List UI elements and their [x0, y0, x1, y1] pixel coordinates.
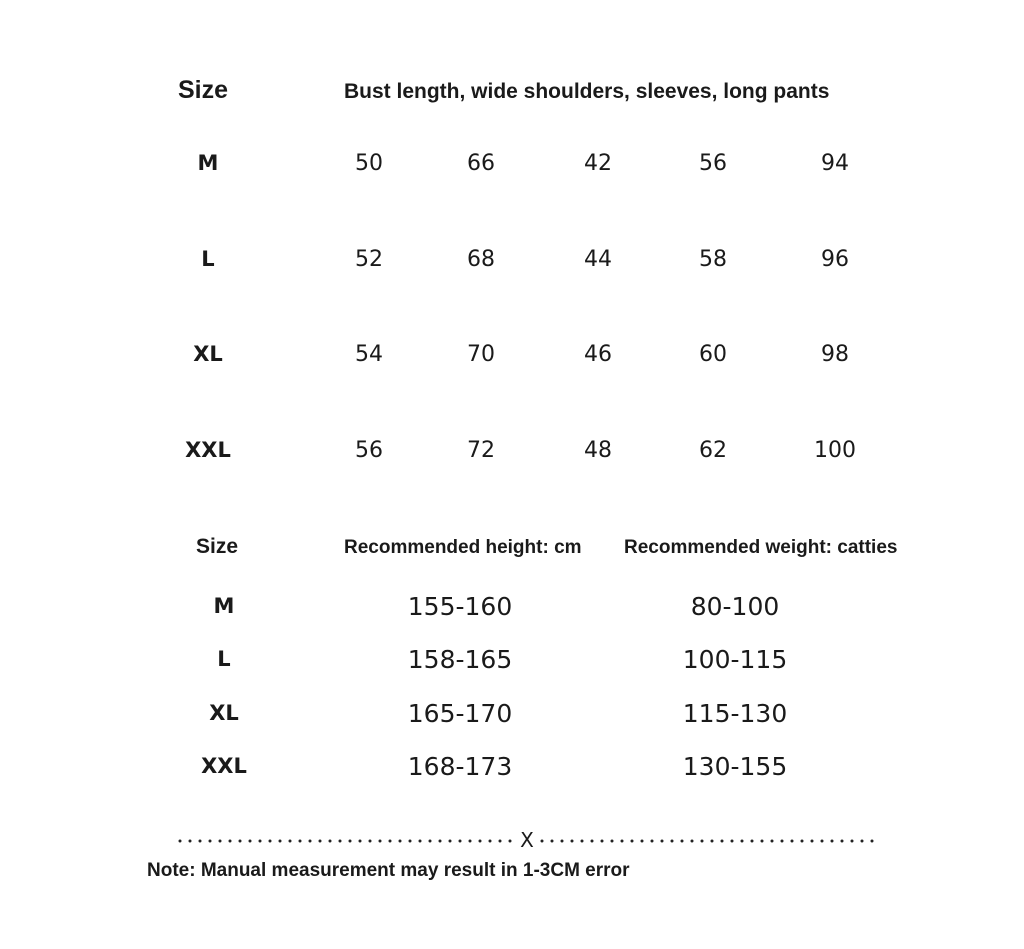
table-cell: 44 — [584, 247, 612, 272]
height-cell: 155-160 — [407, 592, 513, 621]
table-cell: 58 — [699, 247, 727, 272]
table-cell: 70 — [467, 342, 495, 367]
table-cell: 96 — [821, 247, 849, 272]
table-cell: 66 — [467, 151, 495, 176]
size-label: L — [217, 647, 231, 671]
size-label: L — [201, 247, 215, 271]
weight-cell: 80-100 — [690, 592, 780, 621]
size-label: M — [197, 151, 219, 175]
table-cell: 48 — [584, 438, 612, 463]
size-label: XXL — [201, 754, 247, 778]
recommend-table-weight-header: Recommended weight: catties — [624, 537, 898, 558]
dotted-divider — [178, 830, 878, 850]
table-cell: 72 — [467, 438, 495, 463]
size-label: XL — [193, 342, 223, 366]
table-cell: 42 — [584, 151, 612, 176]
height-cell: 158-165 — [407, 645, 513, 674]
recommend-table-height-header: Recommended height: cm — [344, 537, 582, 558]
table-cell: 98 — [821, 342, 849, 367]
height-cell: 168-173 — [407, 752, 513, 781]
weight-cell: 115-130 — [682, 699, 788, 728]
table-cell: 62 — [699, 438, 727, 463]
table-cell: 56 — [355, 438, 383, 463]
size-label: XL — [209, 701, 239, 725]
table-cell: 50 — [355, 151, 383, 176]
size-label: M — [213, 594, 235, 618]
divider-center-mark: X — [520, 828, 534, 852]
size-table-size-header: Size — [178, 76, 229, 104]
recommend-table-size-header: Size — [196, 535, 239, 558]
weight-cell: 100-115 — [682, 645, 788, 674]
table-cell: 52 — [355, 247, 383, 272]
table-cell: 46 — [584, 342, 612, 367]
table-cell: 94 — [821, 151, 849, 176]
table-cell: 56 — [699, 151, 727, 176]
table-cell: 60 — [699, 342, 727, 367]
table-cell: 100 — [814, 438, 856, 463]
measurement-note: Note: Manual measurement may result in 1-3CM error — [147, 860, 630, 881]
height-cell: 165-170 — [407, 699, 513, 728]
table-cell: 54 — [355, 342, 383, 367]
size-label: XXL — [185, 438, 231, 462]
size-table-measurements-header: Bust length, wide shoulders, sleeves, long pants — [344, 80, 830, 103]
weight-cell: 130-155 — [682, 752, 788, 781]
table-cell: 68 — [467, 247, 495, 272]
